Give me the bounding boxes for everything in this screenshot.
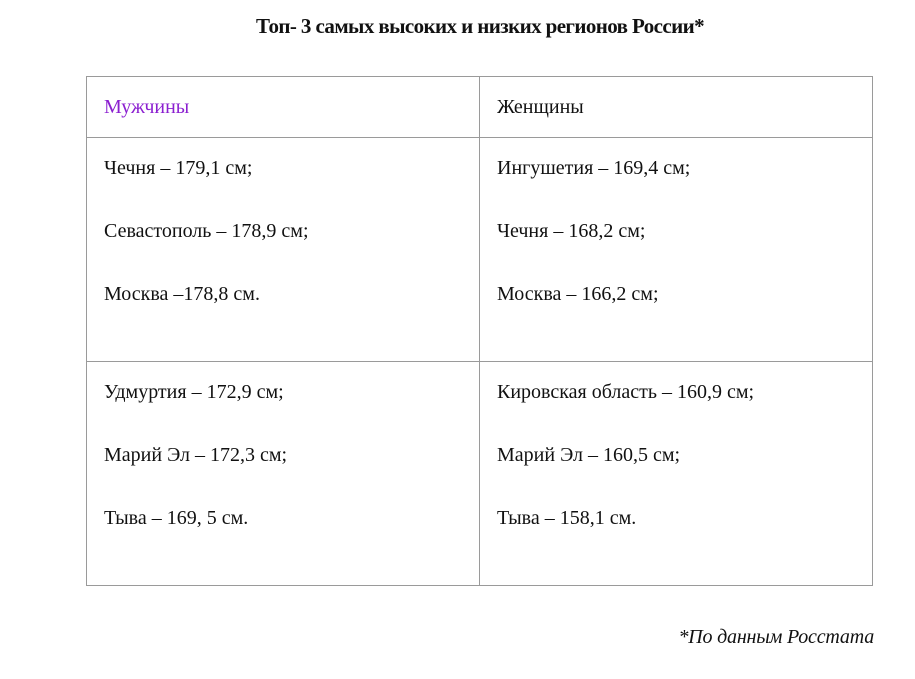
source-footnote: *По данным Росстата <box>678 626 874 648</box>
cell-shortest-women <box>480 362 873 586</box>
list-item: Удмуртия – 172,9 см; <box>104 381 284 403</box>
list-item: Москва – 166,2 см; <box>497 283 659 305</box>
header-men-label: Мужчины <box>104 96 190 118</box>
table-row-shortest <box>87 362 873 586</box>
list-item: Тыва – 158,1 см. <box>497 507 637 529</box>
regions-table <box>86 76 873 586</box>
list-item: Марий Эл – 160,5 см; <box>497 444 681 466</box>
list-item: Кировская область – 160,9 см; <box>497 381 755 403</box>
header-women-label: Женщины <box>497 96 584 118</box>
header-cell-women <box>480 77 873 138</box>
list-item: Чечня – 179,1 см; <box>104 157 253 179</box>
table-header-row <box>87 77 873 138</box>
list-item: Марий Эл – 172,3 см; <box>104 444 288 466</box>
list-item: Севастополь – 178,9 см; <box>104 220 309 242</box>
list-item: Чечня – 168,2 см; <box>497 220 646 242</box>
title-area <box>0 0 915 60</box>
list-item: Тыва – 169, 5 см. <box>104 507 249 529</box>
page-title: Топ- 3 самых высоких и низких регионов России* <box>256 14 704 38</box>
header-cell-men <box>87 77 480 138</box>
cell-shortest-men <box>87 362 480 586</box>
cell-tallest-men <box>87 138 480 362</box>
cell-tallest-women <box>480 138 873 362</box>
list-item: Москва –178,8 см. <box>104 283 260 305</box>
table-row-tallest <box>87 138 873 362</box>
list-item: Ингушетия – 169,4 см; <box>497 157 691 179</box>
